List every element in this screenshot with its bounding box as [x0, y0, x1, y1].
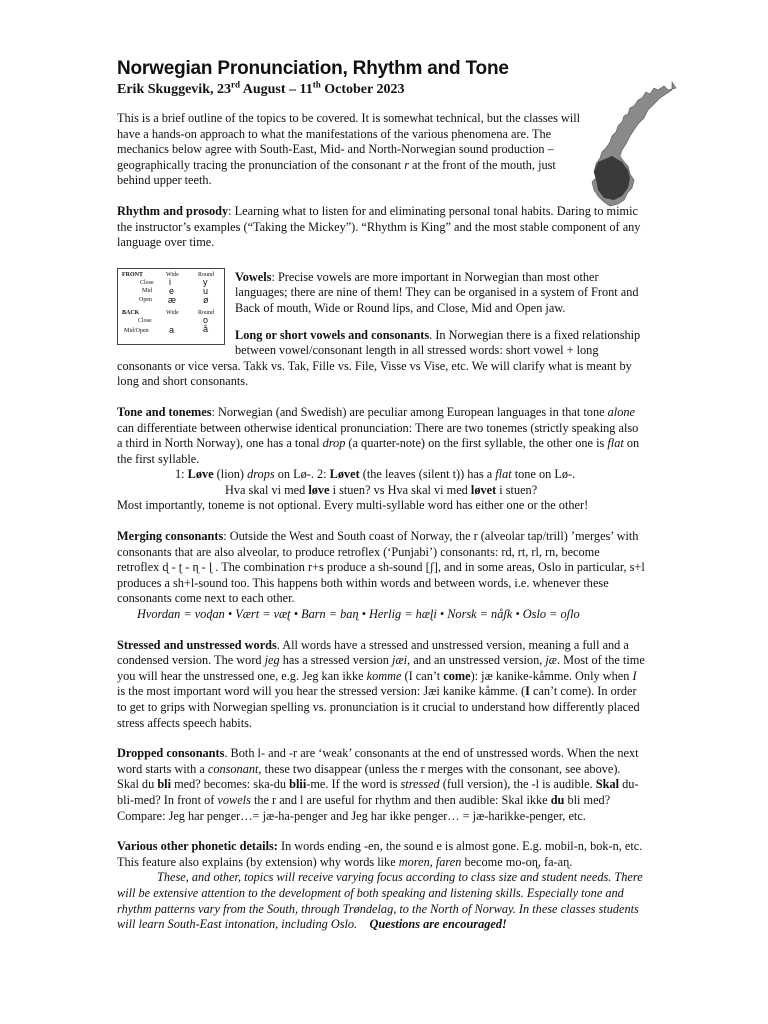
- tone-paragraph: Tone and tonemes: Norwegian (and Swedish) are peculiar among European languages in that tone alone can differentiate between otherwise identical pronunciation: There are two tonemes (strictly speaking also a third in North Norway), one has a tonal drop (a quarter-note) on the first syllable, the other one is flat on the first syllable.: [117, 404, 640, 466]
- dropped-paragraph: Dropped consonants. Both l- and -r are ‘weak’ consonants at the end of unstressed words. When the next word starts with a consonant, these two disappear (unless the r merges with the consonant, see above). Skal du bli med? becomes: ska-du blii-me. If the word is stressed (full version), the -l is audible. Skal du-bli-med? In front of vowels the r and l are useful for rhythm and then audible: Skal ikke du bli med? Compare: Jeg har penger…= jæ-ha-penger and Jeg har ikke penger… = jæ-harikke-penger, etc.: [117, 746, 639, 823]
- long-short-paragraph: Long or short vowels and consonants. In Norwegian there is a fixed relationship between vowel/consonant length in all stressed words: short vowel + long consonants or vice versa. Takk vs. Tak, Fille vs. File, Visse vs Vise, etc. We will clarify what is meant by long and short consonants.: [117, 327, 641, 389]
- author-dates: Erik Skuggevik, 23rd August – 11th October 2023: [117, 79, 405, 97]
- page-title: Norwegian Pronunciation, Rhythm and Tone: [117, 58, 509, 79]
- vowel-chart: FRONT Wide Round Close Mid Open i e æ y u ø BACK Wide Round Close Mid/Open o å a: [117, 268, 225, 345]
- intro-paragraph: This is a brief outline of the topics to be covered. It is somewhat technical, but the classes will have a hands-on approach to what the manifestations of the various phenomena are. The mechanics below agree with South-East, Mid- and North-Norwegian sound production – geographically tracing the pronunciation of the consonant r at the front of the mouth, just behind upper teeth.: [117, 111, 581, 188]
- closing-paragraph: These, and other, topics will receive varying focus according to class size and student needs. There will be extensive attention to the development of both speaking and listening skills. Especially tone and rhythm patterns vary from the South, through Trøndelag, to the North of Norway. In these classes students will learn South-East intonation, including Oslo. Questions are encouraged!: [117, 870, 643, 932]
- tone-example-1: 1: Løve (lion) drops on Lø-. 2: Løvet (the leaves (silent t)) has a flat tone on Lø-.: [175, 467, 576, 482]
- stressed-paragraph: Stressed and unstressed words. All words have a stressed and unstressed version, meaning a full and a condensed version. The word jeg has a stressed version jæi, and an unstressed version, jæ. Most of the time you will hear the unstressed one, e.g. Jeg kan ikke komme (I can’t come): jæ kanike-kåmme. Only when I is the most important word will you hear the stressed version: Jæi kanike kåmme. (I can’t come). In order to get to grips with Norwegian spelling vs. pronunciation is it crucial to understand how differently placed stress affects speech habits.: [117, 637, 645, 730]
- various-paragraph: Various other phonetic details: In words ending -en, the sound e is almost gone. E.g. mobil-n, bok-n, etc. This feature also explains (by extension) why words like moren, faren become mo-oɳ, fa-aɳ.: [117, 839, 643, 869]
- rhythm-paragraph: Rhythm and prosody: Learning what to listen for and eliminating personal tonal habits. Daring to mimic the instructor’s examples (“Taking the Mickey”). “Rhythm is King” and the most stable component of any language over time.: [117, 203, 641, 250]
- merging-paragraph: Merging consonants: Outside the West and South coast of Norway, the r (alveolar tap/trill) ’merges’ with consonants that are also alveolar, to produce retroflex (‘Punjabi’) consonants: rd, rt, rl, rn, become retroflex ɖ - ʈ - ɳ - ɭ . The combination r+s produce a sh-sound [ʃ], and in some areas, Oslo in particular, s+l produces a sh+l-sound too. This happens both within words and between words, i.e. whenever these consonants come next to each other.: [117, 529, 645, 606]
- tone-example-2: Hva skal vi med løve i stuen? vs Hva skal vi med løvet i stuen?: [225, 482, 538, 497]
- merging-examples: Hvordan = voɖan • Vært = væʈ • Barn = baɳ • Herlig = hæɭi • Norsk = nåʃk • Oslo = oʃlo: [137, 607, 580, 622]
- document-page: [117, 58, 645, 933]
- vowels-paragraph: Vowels: Precise vowels are more important in Norwegian than most other languages; there are nine of them! They can be organised in a system of Front and Back of mouth, Wide or Round lips, and Close, Mid and Open jaw.: [235, 269, 639, 315]
- tone-conclusion: Most importantly, toneme is not optional. Every multi-syllable word has either one or the other!: [117, 498, 589, 513]
